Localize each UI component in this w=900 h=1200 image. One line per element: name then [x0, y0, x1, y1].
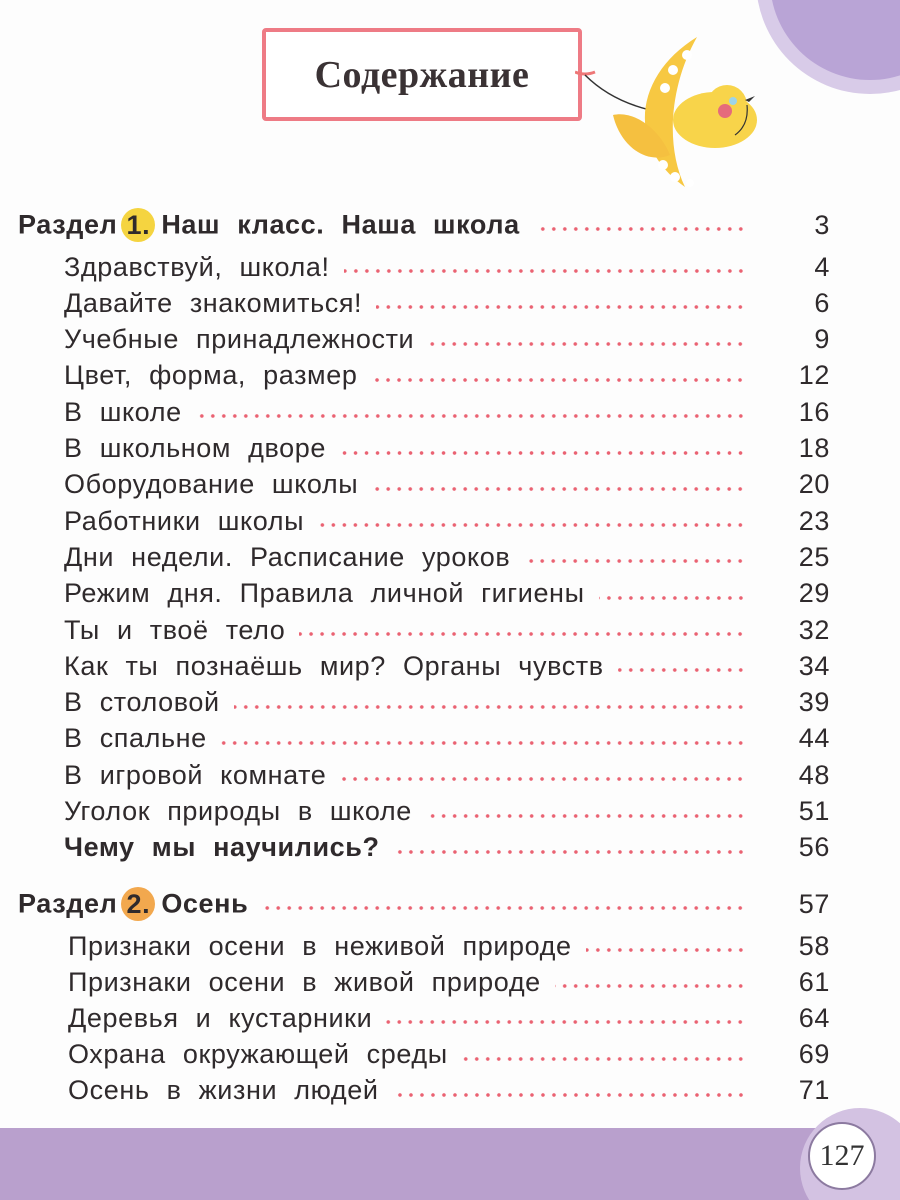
toc-item-label: Осень в жизни людей [68, 1075, 379, 1106]
toc-item-label: В школьном дворе [64, 433, 326, 463]
leader-dots [340, 450, 746, 456]
leader-dots [462, 1056, 746, 1062]
leader-dots [555, 983, 746, 989]
toc-item-label: Деревья и кустарники [68, 1002, 373, 1033]
section-title: Осень [161, 888, 249, 919]
page-number: 127 [808, 1122, 876, 1190]
section-title: Наш класс. Наша школа [161, 209, 520, 240]
leader-dots [618, 667, 746, 673]
toc-item-label: В школе [64, 396, 182, 427]
page-ref: 58 [798, 930, 830, 961]
toc-item-label: Уголок природы в школе [64, 796, 412, 826]
page-ref: 20 [798, 469, 830, 500]
title-banner [262, 28, 582, 121]
toc-item[interactable] [64, 285, 830, 321]
toc-item[interactable] [64, 794, 830, 830]
leader-dots [524, 558, 746, 564]
page-ref: 32 [798, 614, 830, 645]
section-label [18, 208, 520, 242]
page-ref: 61 [798, 966, 830, 997]
section-heading[interactable] [18, 207, 830, 243]
leader-dots [426, 813, 746, 819]
leader-dots [221, 740, 746, 746]
toc-item[interactable] [68, 1037, 830, 1073]
toc-item-label: Как ты познаёшь мир? Органы чувств [64, 650, 604, 681]
toc-item[interactable] [68, 1073, 830, 1109]
leader-dots [340, 776, 746, 782]
leader-dots [534, 226, 746, 232]
section-prefix: Раздел [18, 209, 118, 240]
toc-item[interactable] [64, 685, 830, 721]
toc-item-label: Охрана окружающей среды [68, 1039, 448, 1070]
toc-item[interactable] [64, 249, 830, 285]
leader-dots [599, 595, 746, 601]
leader-dots [196, 413, 746, 419]
page-ref: 71 [798, 1075, 830, 1106]
leader-dots [234, 704, 746, 710]
page-ref: 18 [798, 433, 830, 463]
page-ref: 12 [798, 360, 830, 391]
page-ref: 48 [798, 759, 830, 790]
page-ref: 23 [798, 505, 830, 536]
toc-item[interactable] [64, 830, 830, 866]
toc-item-label: Ты и твоё тело [64, 614, 286, 645]
page-ref: 3 [814, 209, 830, 240]
section-number-badge: 1. [121, 208, 155, 242]
page-ref: 57 [798, 888, 830, 919]
toc-item[interactable] [64, 503, 830, 539]
bottom-band [0, 1128, 900, 1200]
toc-item[interactable] [64, 648, 830, 684]
page-ref: 56 [798, 832, 830, 863]
toc-item[interactable] [64, 757, 830, 793]
page-ref: 51 [798, 796, 830, 826]
toc-item[interactable] [64, 576, 830, 612]
page-ref: 34 [798, 650, 830, 681]
page-ref: 39 [798, 687, 830, 718]
toc-item-label: В игровой комнате [64, 759, 327, 790]
toc-item-label: Признаки осени в живой природе [68, 966, 541, 997]
leader-dots [372, 486, 746, 492]
corner-decoration [770, 0, 900, 80]
leader-dots [393, 1092, 746, 1098]
page-title: Содержание [314, 53, 530, 96]
toc-item[interactable] [68, 1000, 830, 1036]
toc-item[interactable] [68, 928, 830, 964]
toc-item[interactable] [64, 539, 830, 575]
toc-item-label: Дни недели. Расписание уроков [64, 541, 511, 572]
leader-dots [344, 268, 746, 274]
toc-item[interactable] [64, 394, 830, 430]
page-ref: 64 [798, 1002, 830, 1033]
leader-dots [318, 522, 746, 528]
page-ref: 6 [814, 287, 830, 318]
toc-item-label: В столовой [64, 687, 220, 718]
section-heading[interactable] [18, 886, 830, 922]
toc-item[interactable] [64, 612, 830, 648]
section-label [18, 887, 248, 921]
leader-dots [428, 341, 746, 347]
leader-dots [394, 849, 746, 855]
toc-item-label: Оборудование школы [64, 469, 359, 500]
section-prefix: Раздел [18, 888, 118, 919]
toc-item-label: Учебные принадлежности [64, 324, 415, 355]
toc-item-label: Здравствуй, школа! [64, 251, 330, 282]
toc-item-label: Чему мы научились? [64, 832, 380, 863]
leader-dots [586, 947, 746, 953]
toc-item[interactable] [68, 964, 830, 1000]
toc-item-label: В спальне [64, 723, 207, 754]
toc-item-label: Работники школы [64, 505, 305, 536]
page-ref: 44 [798, 723, 830, 754]
toc-item-label: Режим дня. Правила личной гигиены [64, 578, 585, 609]
toc-item-label: Цвет, форма, размер [64, 360, 358, 391]
toc-item[interactable] [64, 721, 830, 757]
toc-item[interactable] [64, 467, 830, 503]
page-ref: 16 [798, 396, 830, 427]
page-ref: 25 [798, 541, 830, 572]
page-ref: 69 [798, 1039, 830, 1070]
toc-item[interactable] [64, 431, 830, 467]
toc-item[interactable] [64, 358, 830, 394]
bird-illustration [575, 15, 775, 195]
leader-dots [376, 304, 746, 310]
leader-dots [262, 905, 746, 911]
toc-item[interactable] [64, 322, 830, 358]
toc-item-label: Признаки осени в неживой природе [68, 930, 572, 961]
leader-dots [299, 631, 746, 637]
toc-item-label: Давайте знакомиться! [64, 287, 363, 318]
page-ref: 29 [798, 578, 830, 609]
page-ref: 9 [814, 324, 830, 355]
leader-dots [386, 1019, 746, 1025]
leader-dots [371, 377, 746, 383]
page-ref: 4 [814, 251, 830, 282]
section-number-badge: 2. [121, 887, 155, 921]
